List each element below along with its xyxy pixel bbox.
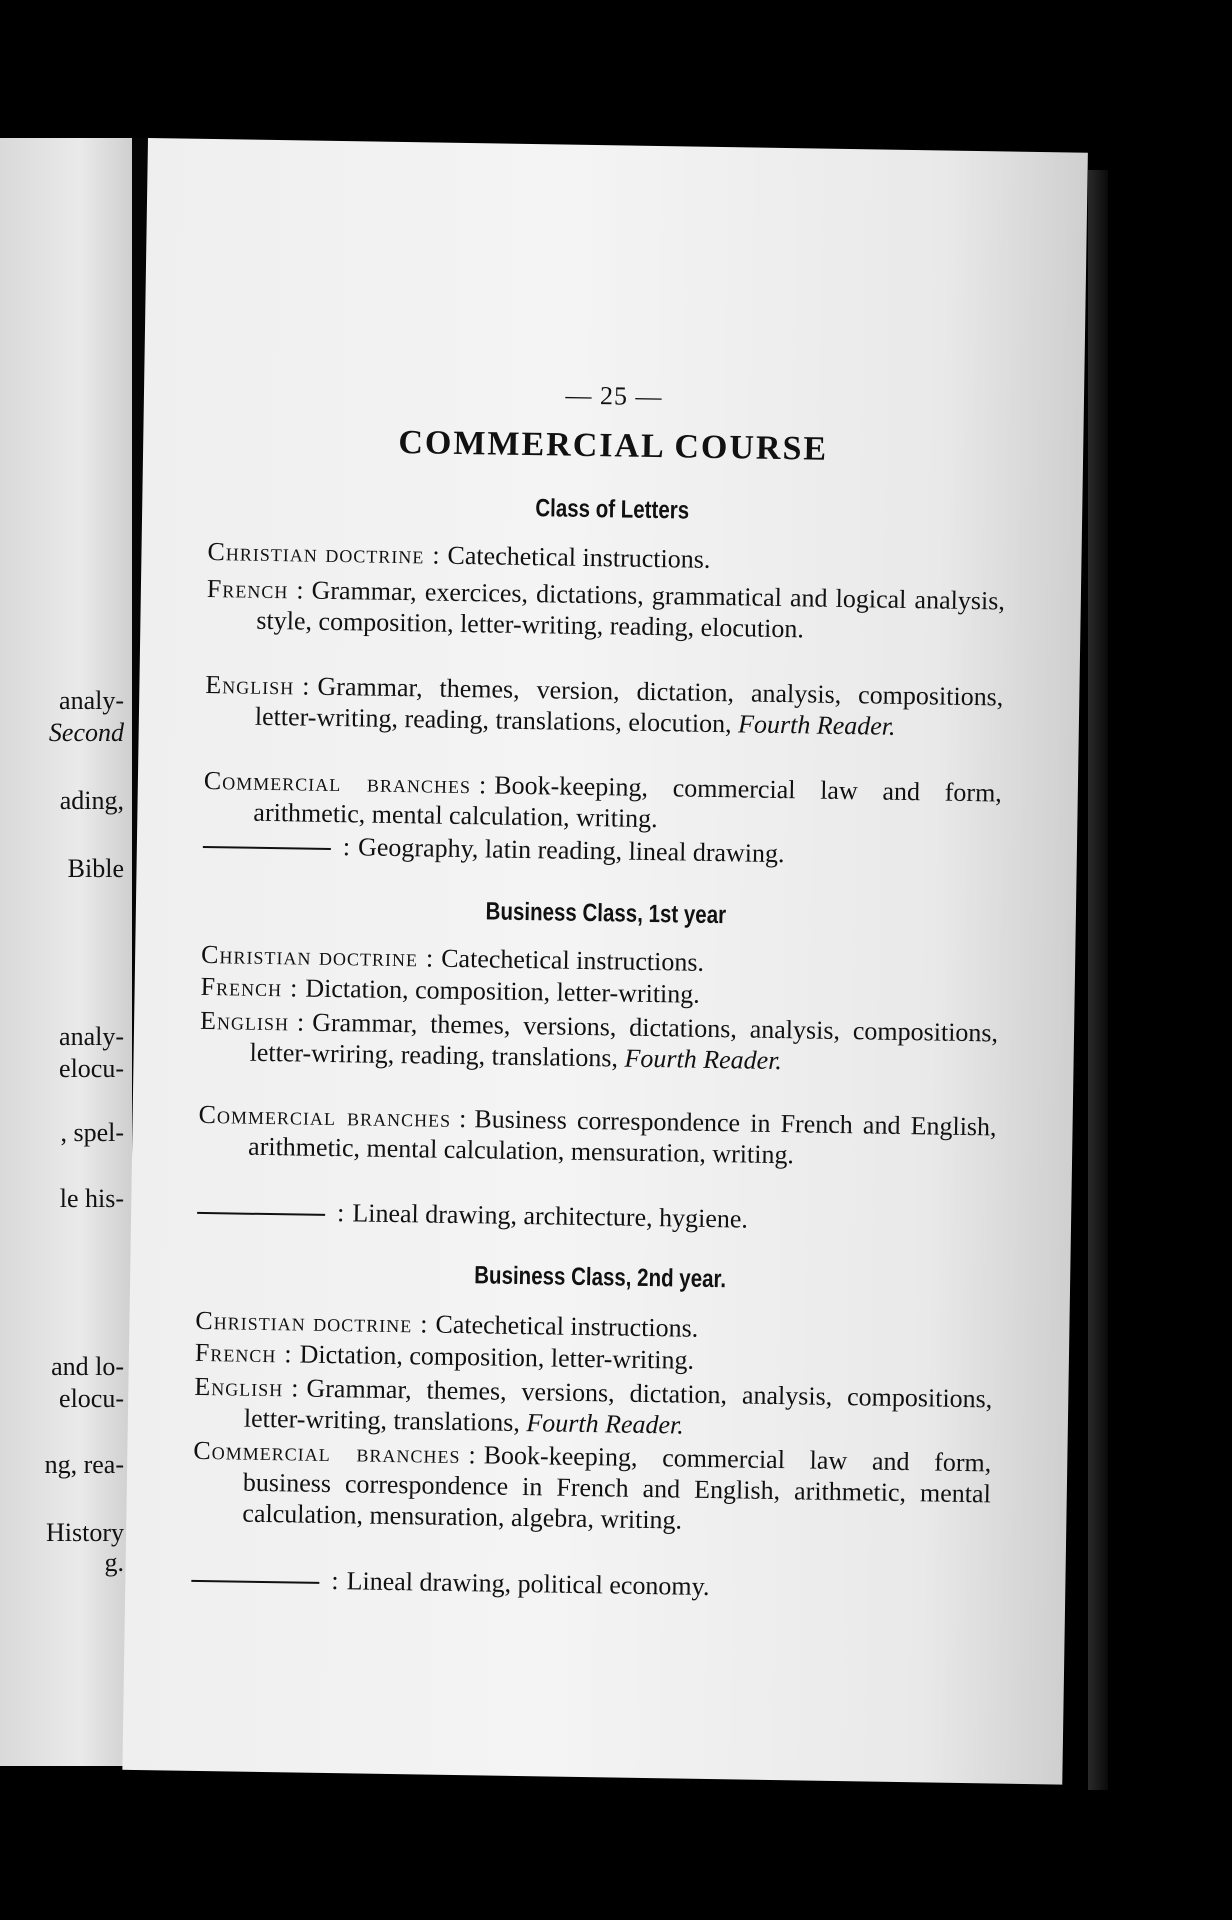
entry-text: Business correspondence in French and English, arithmetic, mental calculation, mensuration, writing.	[247, 1104, 997, 1170]
entry-text: Dictation, composition, letter-writing.	[305, 973, 701, 1009]
entry-label: Commercial branches	[198, 1099, 452, 1133]
entry-label: Commercial branches	[193, 1435, 461, 1470]
entry-text: Grammar, themes, versions, dictations, analysis, compositions, letter-wriring, reading, translations,	[249, 1007, 999, 1073]
facing-page-fragment: analy-	[59, 686, 124, 715]
facing-page-fragment: g.	[104, 1548, 124, 1577]
entry-label: French	[194, 1337, 277, 1369]
ditto-dash	[203, 846, 331, 850]
entry-separator: :	[425, 943, 434, 973]
entry-label: English	[194, 1371, 284, 1403]
facing-page-fragment: ading,	[59, 786, 124, 815]
entry-label: Commercial branches	[203, 765, 472, 800]
facing-page-fragment: and lo-	[51, 1352, 124, 1381]
entry-separator: :	[336, 1198, 345, 1228]
entry-separator: :	[342, 832, 351, 862]
page-number: — 25 —	[565, 380, 663, 412]
facing-page-fragment: elocu-	[59, 1384, 124, 1413]
entry-text: Grammar, exercices, dictations, grammatical and logical analysis, style, composition, letter-writing, reading, elocution.	[256, 575, 1006, 644]
entry-text: Grammar, themes, versions, dictation, analysis, compositions, letter-writing, translations,	[243, 1373, 993, 1437]
entry-label: French	[206, 573, 289, 605]
facing-page-fragment: elocu-	[59, 1054, 124, 1083]
entry-label: French	[200, 971, 283, 1003]
entry-text: Catechetical instructions.	[447, 540, 711, 574]
ditto-dash	[191, 1580, 319, 1584]
entry-label: Christian doctrine	[200, 939, 419, 973]
entry-label: English	[205, 669, 295, 701]
facing-page-fragment: analy-	[59, 1022, 124, 1051]
section-heading: Business Class, 1st year	[485, 897, 727, 930]
entry-separator: :	[296, 575, 304, 605]
entry-label: Christian doctrine	[195, 1305, 413, 1339]
page-title: COMMERCIAL COURSE	[398, 423, 829, 468]
course-entry	[199, 1005, 998, 1080]
entry-separator: :	[478, 770, 487, 800]
course-entry	[206, 573, 1005, 648]
facing-page-fragment: le his-	[59, 1184, 124, 1213]
course-entry	[205, 669, 1004, 744]
entry-text: Lineal drawing, architecture, hygiene.	[352, 1198, 749, 1234]
entry-separator: :	[432, 540, 440, 570]
entry-text: Dictation, composition, letter-writing.	[299, 1339, 695, 1375]
entry-separator: :	[331, 1566, 339, 1596]
entry-separator: :	[296, 1007, 305, 1037]
entry-separator: :	[291, 1373, 299, 1403]
facing-page-fragment: ng, rea-	[44, 1450, 124, 1479]
ditto-dash	[197, 1212, 325, 1216]
course-entry	[198, 1099, 997, 1174]
course-entry	[207, 536, 1005, 580]
entry-separator: :	[284, 1339, 292, 1369]
entry-text: Book-keeping, commercial law and form, business correspondence in French and English, arithmetic, mental calculation, mensuration, algebra, writing.	[242, 1440, 992, 1535]
entry-text: Catechetical instructions.	[435, 1309, 699, 1343]
section-heading: Class of Letters	[535, 494, 690, 525]
entry-separator: :	[458, 1104, 467, 1134]
facing-page	[0, 138, 132, 1766]
entry-text: Geography, latin reading, lineal drawing.	[357, 832, 785, 869]
entry-separator: :	[289, 973, 298, 1003]
entry-text: Book-keeping, commercial law and form, arithmetic, mental calculation, writing.	[253, 770, 1003, 834]
entry-text: Grammar, themes, version, dictation, analysis, compositions, letter-writing, reading, translations, elocution,	[254, 671, 1004, 739]
entry-text: Lineal drawing, political economy.	[346, 1566, 710, 1601]
entry-label: Christian doctrine	[207, 536, 425, 570]
entry-separator: :	[420, 1309, 428, 1339]
entry-label: English	[199, 1005, 290, 1037]
course-entry	[203, 765, 1002, 840]
entry-separator: :	[302, 671, 310, 701]
entry-separator: :	[468, 1440, 476, 1470]
facing-page-fragment: , spel-	[60, 1118, 124, 1147]
facing-page-fragment: Second	[48, 718, 124, 747]
facing-page-fragment: Bible	[67, 854, 124, 883]
course-entry	[197, 1195, 995, 1239]
course-entry	[191, 1563, 989, 1607]
entry-italic-text: Fourth Reader.	[526, 1408, 685, 1440]
page-edge-shadow	[1088, 170, 1108, 1790]
section-heading: Business Class, 2nd year.	[474, 1261, 727, 1294]
entry-italic-text: Fourth Reader.	[624, 1043, 783, 1076]
course-entry	[192, 1435, 991, 1541]
document-page	[122, 138, 1088, 1785]
entry-text: Catechetical instructions.	[441, 943, 705, 977]
course-entry	[194, 1371, 993, 1446]
entry-italic-text: Fourth Reader.	[737, 709, 896, 741]
facing-page-fragment: History	[46, 1518, 124, 1547]
